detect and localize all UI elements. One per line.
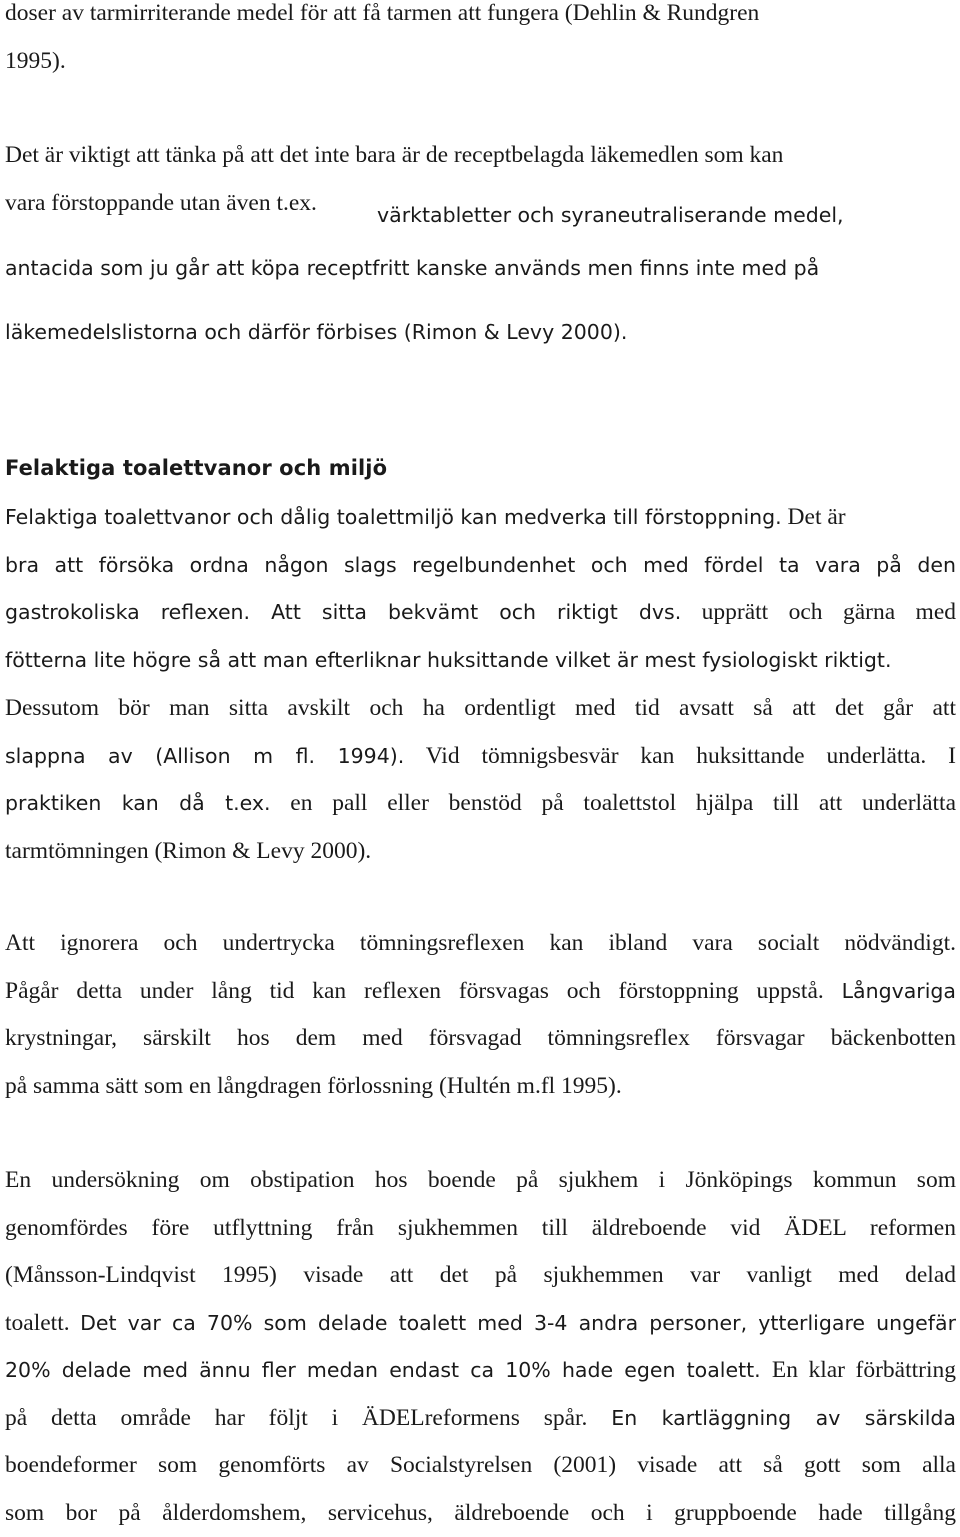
text-line [5, 192, 956, 239]
text-line: 1995). [5, 38, 956, 86]
text-line: antacida som ju går att köpa receptfritt kanske används men finns inte med på [5, 239, 956, 297]
text-line: fötterna lite högre så att man efterliknar huksittande vilket är mest fysiologiskt riktigt. [5, 637, 956, 685]
text-line: En undersökning om obstipation hos boende på sjukhem i Jönköpings kommun som [5, 1157, 956, 1205]
text-line [5, 1300, 956, 1348]
text-run: vara förstoppande utan även t.ex. [5, 190, 317, 216]
text-line [5, 589, 956, 637]
text-line: doser av tarmirriterande medel för att få tarmen att fungera (Dehlin & Rundgren [5, 0, 956, 38]
text-run: Felaktiga toalettvanor och dålig toalettmiljö kan medverka till förstoppning. [5, 505, 782, 529]
text-line [5, 494, 956, 542]
text-line [5, 968, 956, 1016]
paragraph-continuation [5, 0, 956, 85]
text-line: Dessutom bör man sitta avskilt och ha ordentligt med tid avsatt så att det går att [5, 685, 956, 733]
text-line: Att ignorera och undertrycka tömningsreflexen kan ibland vara socialt nödvändigt. [5, 920, 956, 968]
text-line: på samma sätt som en långdragen förlossning (Hultén m.fl 1995). [5, 1063, 956, 1111]
text-run: en pall eller benstöd på toalettstol hjälpa till att underlätta [271, 790, 956, 816]
text-line: tarmtömningen (Rimon & Levy 2000). [5, 828, 956, 876]
text-run: slappna av (Allison m fl. 1994). [5, 744, 404, 768]
text-run: En kartläggning av särskilda [611, 1406, 956, 1430]
text-line: bra att försöka ordna någon slags regelbundenhet och med fördel ta vara på den [5, 542, 956, 590]
text-line [5, 733, 956, 781]
text-line [5, 780, 956, 828]
text-run: upprätt och gärna med [681, 599, 956, 625]
text-line [5, 1395, 956, 1443]
text-line: som bor på ålderdomshem, servicehus, äldreboende och i gruppboende hade tillgång [5, 1490, 956, 1537]
text-run: värktabletter och syraneutraliserande medel, [377, 203, 844, 227]
paragraph-medications-sans [5, 203, 956, 367]
text-line [5, 1347, 956, 1395]
text-run: på detta område har följt i ÄDELreformens spår. [5, 1405, 611, 1431]
text-line: läkemedelslistorna och därför förbises (Rimon & Levy 2000). [5, 297, 956, 367]
paragraph-survey [5, 1157, 956, 1537]
text-run: gastrokoliska reflexen. Att sitta bekvämt och riktigt dvs. [5, 600, 681, 624]
text-run: 20% delade med ännu fler medan endast ca 10% hade egen toalett. [5, 1358, 772, 1382]
text-run: toalett. [5, 1310, 80, 1336]
text-line: (Månsson-Lindqvist 1995) visade att det på sjukhemmen var vanligt med delad [5, 1252, 956, 1300]
text-run: Långvariga [842, 979, 956, 1003]
text-run: Det är [782, 504, 846, 530]
text-run: praktiken kan då t.ex. [5, 791, 271, 815]
text-line: krystningar, särskilt hos dem med försvagad tömningsreflex försvagar bäckenbotten [5, 1015, 956, 1063]
text-line: boendeformer som genomförts av Socialstyrelsen (2001) visade att så gott som alla [5, 1442, 956, 1490]
paragraph-reflex [5, 920, 956, 1110]
text-run: Pågår detta under lång tid kan reflexen försvagas och förstoppning uppstå. [5, 978, 842, 1004]
text-line: genomfördes före utflyttning från sjukhemmen till äldreboende vid ÄDEL reformen [5, 1205, 956, 1253]
text-run: Vid tömnigsbesvär kan huksittande underlätta. I [404, 743, 956, 769]
section-heading: Felaktiga toalettvanor och miljö [5, 454, 387, 482]
text-run: En klar förbättring [772, 1357, 956, 1383]
paragraph-toilet-habits [5, 494, 956, 876]
text-line: Det är viktigt att tänka på att det inte bara är de receptbelagda läkemedlen som kan [5, 132, 956, 180]
text-run: Det var ca 70% som delade toalett med 3-4 andra personer, ytterligare ungefär [80, 1311, 956, 1335]
